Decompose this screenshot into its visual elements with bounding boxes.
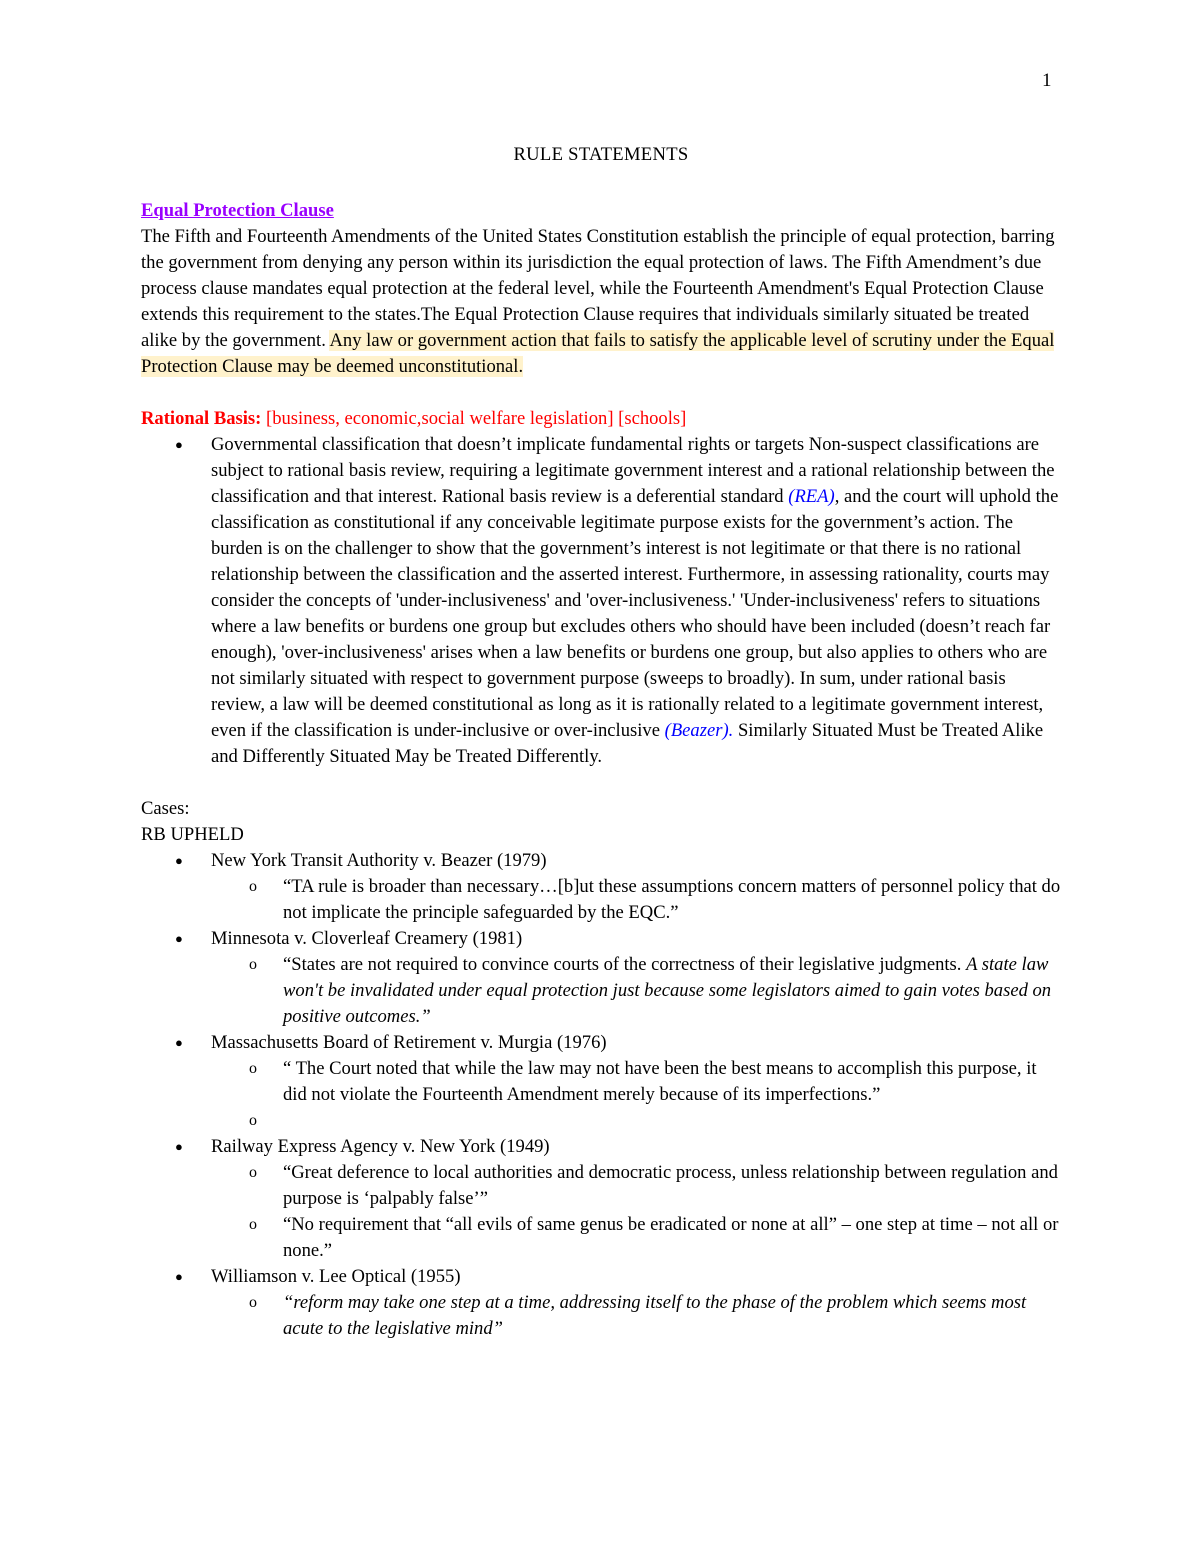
equal-protection-heading: Equal Protection Clause	[141, 200, 334, 221]
rational-basis-text: , and the court will uphold the classification as constitutional if any conceivable legitimate purpose exists for the government’s action. The burden is on the challenger to show that the government’s interest is not legitimate or that there is no rational relationship between the classification and the asserted interest. Furthermore, in assessing rationality, courts may consider the concepts of 'under-inclusiveness' and 'over-inclusiveness.' 'Under-inclusiveness' refers to situations where a law benefits or burdens one group but excludes others who should have been included (doesn’t reach far enough), 'over-inclusiveness' arises when a law benefits or burdens one group, but also applies to others who are not similarly situated with respect to government purpose (sweeps to broadly). In sum, under rational basis review, a law will be deemed constitutional as long as it is rationally related to a legitimate government interest, even if the classification is under-inclusive or over-inclusive	[211, 486, 1059, 741]
rational-basis-text: Governmental classification that doesn’t implicate fundamental rights or targets Non-suspect classifications are subject to rational basis review, requiring a legitimate government interest and a rational relationship between the classification and that interest. Rational basis review is a deferential standard	[211, 434, 1055, 507]
rational-basis-heading-line	[141, 406, 1061, 432]
case-item	[175, 926, 1061, 1030]
equal-protection-highlight: Any law or government action that fails to satisfy the applicable level of scrutiny under the Equal Protection Clause may be deemed unconstitutional.	[141, 330, 1055, 377]
case-quote: “TA rule is broader than necessary…[b]ut these assumptions concern matters of personnel policy that do not implicate the principle safeguarded by the EQC.”	[283, 876, 1061, 923]
case-quotes	[211, 1056, 1061, 1134]
quote-item	[249, 1290, 1061, 1342]
hollow-bullet-icon: o	[249, 956, 257, 973]
case-name: Minnesota v. Cloverleaf Creamery (1981)	[211, 928, 523, 949]
document-title: RULE STATEMENTS	[513, 144, 689, 165]
quote-item-empty	[249, 1108, 1061, 1134]
case-quotes	[211, 1160, 1061, 1264]
rational-basis-tags: [business, economic,social welfare legislation] [schools]	[261, 408, 687, 429]
rational-basis-heading: Rational Basis:	[141, 408, 262, 429]
quote-item	[249, 1056, 1061, 1108]
bullet-icon: ●	[175, 853, 183, 868]
cases-subheading: RB UPHELD	[141, 824, 244, 845]
citation-beazer: (Beazer).	[664, 720, 734, 741]
case-quotes	[211, 1290, 1061, 1342]
quote-item	[249, 1212, 1061, 1264]
rational-basis-text: Similarly Situated Must be Treated Alike and Differently Situated May be Treated Differently.	[211, 720, 1044, 767]
case-name: New York Transit Authority v. Beazer (1979)	[211, 850, 547, 871]
case-name: Massachusetts Board of Retirement v. Murgia (1976)	[211, 1032, 607, 1053]
cases-list	[141, 848, 1061, 1342]
page-number: 1	[1042, 70, 1052, 91]
list-item	[175, 432, 1061, 770]
bullet-icon: ●	[175, 931, 183, 946]
equal-protection-paragraph	[141, 224, 1061, 380]
equal-protection-section	[141, 198, 1061, 380]
case-quote-italic: “reform may take one step at a time, addressing itself to the phase of the problem which seems most acute to the legislative mind”	[283, 1292, 1027, 1339]
citation-rea: (REA)	[788, 486, 835, 507]
case-item	[175, 1030, 1061, 1134]
bullet-icon: ●	[175, 1035, 183, 1050]
case-quote: “ The Court noted that while the law may not have been the best means to accomplish this purpose, it did not violate the Fourteenth Amendment merely because of its imperfections.”	[283, 1058, 1037, 1105]
case-name: Williamson v. Lee Optical (1955)	[211, 1266, 461, 1287]
bullet-icon: ●	[175, 437, 183, 452]
case-name: Railway Express Agency v. New York (1949)	[211, 1136, 550, 1157]
case-quote: “Great deference to local authorities and democratic process, unless relationship between regulation and purpose is ‘palpably false’”	[283, 1162, 1058, 1209]
hollow-bullet-icon: o	[249, 878, 257, 895]
case-quote: “States are not required to convince courts of the correctness of their legislative judgments.	[283, 954, 967, 975]
case-item	[175, 1134, 1061, 1264]
hollow-bullet-icon: o	[249, 1294, 257, 1311]
quote-item	[249, 874, 1061, 926]
hollow-bullet-icon: o	[249, 1164, 257, 1181]
quote-item	[249, 1160, 1061, 1212]
equal-protection-body: The Fifth and Fourteenth Amendments of the United States Constitution establish the principle of equal protection, barring the government from denying any person within its jurisdiction the equal protection of laws. The Fifth Amendment’s due process clause mandates equal protection at the federal level, while the Fourteenth Amendment's Equal Protection Clause extends this requirement to the states.The Equal Protection Clause requires that individuals similarly situated be treated alike by the government.	[141, 226, 1055, 351]
case-item	[175, 1264, 1061, 1342]
quote-item	[249, 952, 1061, 1030]
case-quotes	[211, 874, 1061, 926]
bullet-icon: ●	[175, 1139, 183, 1154]
hollow-bullet-icon: o	[249, 1060, 257, 1077]
case-quotes	[211, 952, 1061, 1030]
rational-basis-list	[141, 432, 1061, 770]
case-quote: “No requirement that “all evils of same genus be eradicated or none at all” – one step at time – not all or none.”	[283, 1214, 1059, 1261]
case-item	[175, 848, 1061, 926]
hollow-bullet-icon: o	[249, 1112, 257, 1129]
bullet-icon: ●	[175, 1269, 183, 1284]
cases-label: Cases:	[141, 798, 190, 819]
hollow-bullet-icon: o	[249, 1216, 257, 1233]
case-quote-italic: A state law won't be invalidated under equal protection just because some legislators aimed to gain votes based on positive outcomes.”	[283, 954, 1052, 1027]
document-body	[141, 142, 1061, 1342]
